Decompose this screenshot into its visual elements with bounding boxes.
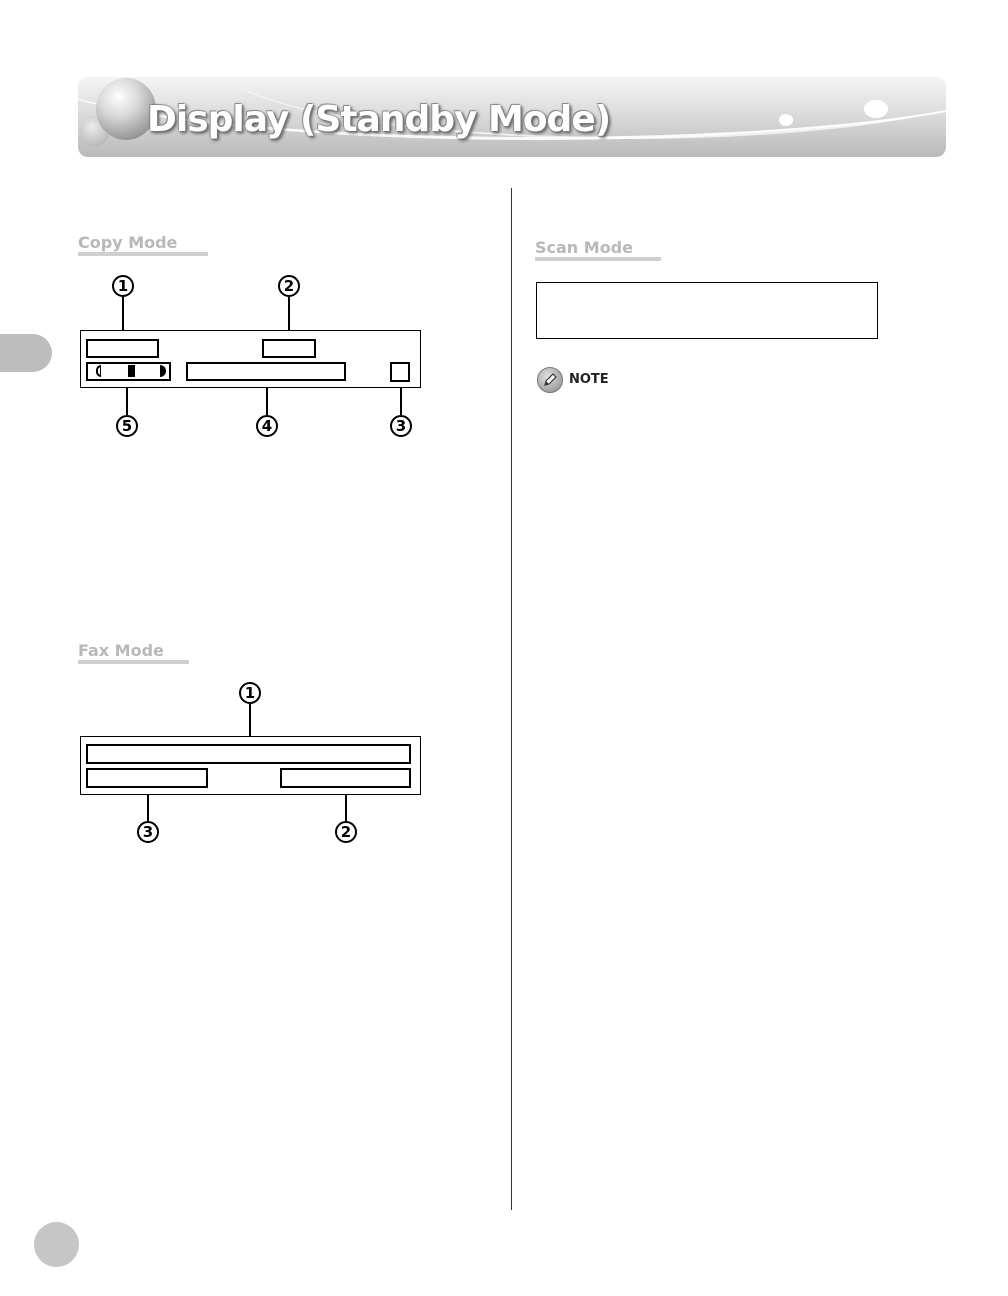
- exposure-dark-icon: [160, 365, 166, 377]
- copy-lcd-field-2: [262, 339, 316, 358]
- callout-5: 5: [116, 415, 138, 437]
- callout-3: 3: [137, 821, 159, 843]
- callout-1: 1: [112, 275, 134, 297]
- copy-lcd-field-3: [390, 362, 410, 382]
- exposure-light-icon: [96, 365, 101, 377]
- callout-2: 2: [335, 821, 357, 843]
- pencil-icon-glyph: [538, 368, 562, 392]
- banner-dot-icon: [864, 100, 888, 118]
- page-title: Display (Standby Mode): [147, 99, 611, 140]
- scan-lcd-screen: [536, 282, 878, 339]
- copy-lcd-field-1: [86, 339, 159, 358]
- note-label: NOTE: [569, 372, 609, 387]
- scan-mode-heading: Scan Mode: [535, 240, 661, 261]
- column-divider: [511, 188, 512, 1210]
- fax-lcd-field-1: [86, 744, 411, 764]
- exposure-indicator-icon: [128, 365, 135, 377]
- callout-3: 3: [390, 415, 412, 437]
- chapter-tab: [0, 334, 52, 372]
- fax-lcd-field-3: [86, 768, 208, 788]
- fax-mode-heading: Fax Mode: [78, 643, 189, 664]
- banner-dot-icon: [779, 114, 793, 126]
- callout-4: 4: [256, 415, 278, 437]
- callout-1: 1: [239, 682, 261, 704]
- copy-lcd-field-4: [186, 362, 346, 381]
- copy-lcd-field-5: [86, 362, 171, 381]
- pencil-icon: [537, 367, 563, 393]
- fax-lcd-field-2: [280, 768, 411, 788]
- page-number-circle: [34, 1222, 79, 1267]
- copy-mode-heading: Copy Mode: [78, 235, 208, 256]
- callout-2: 2: [278, 275, 300, 297]
